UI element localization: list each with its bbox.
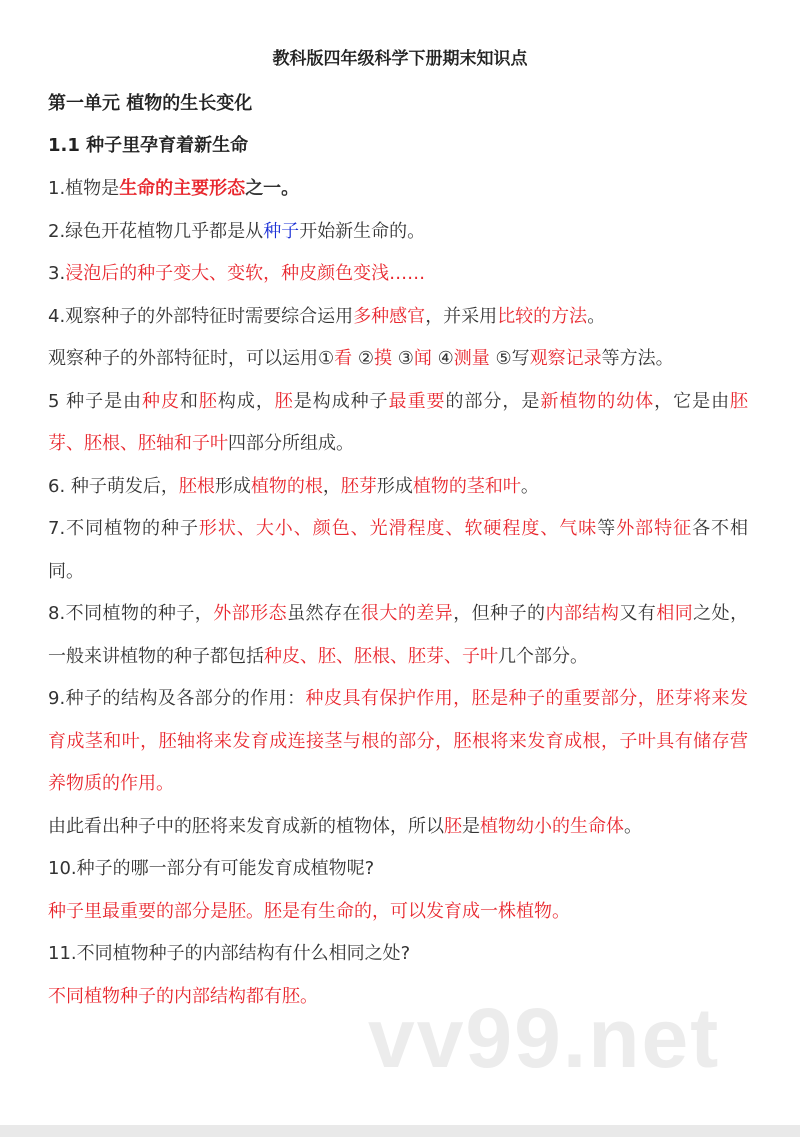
- unit-heading: 第一单元 植物的生长变化: [48, 93, 253, 114]
- highlight-text: 新植物的幼体: [540, 390, 655, 412]
- body-text: 。: [520, 475, 539, 497]
- highlight-text: 很大的差异: [360, 603, 454, 624]
- knowledge-paragraph: [48, 211, 748, 254]
- body-text: 1.植物是: [48, 178, 120, 199]
- body-text: 4.观察种子的外部特征时需要综合运用: [48, 305, 354, 327]
- highlight-text: 形状、大小、颜色、光滑程度、软硬程度、气味: [198, 518, 598, 539]
- highlight-text: 外部形态: [213, 603, 288, 624]
- body-text: 6. 种子萌发后，: [48, 475, 179, 497]
- highlight-text: 胚: [198, 390, 218, 412]
- highlight-text: 植物的茎和叶: [412, 475, 521, 497]
- body-text: 2.绿色开花植物几乎都是从: [48, 220, 264, 242]
- body-text: 四部分所组成。: [228, 433, 354, 454]
- body-text: 观察种子的外部特征时，可以运用①: [48, 348, 335, 369]
- section-heading: 1.1 种子里孕育着新生命: [48, 135, 249, 156]
- body-text: 。: [587, 305, 606, 327]
- highlight-text: 相同: [656, 603, 694, 624]
- highlight-text: 植物幼小的生命体: [480, 815, 624, 837]
- body-text: 9.种子的结构及各部分的作用：: [48, 688, 306, 709]
- body-text: ，但种子的: [453, 603, 546, 624]
- highlight-text: 不同植物种子的内部结构都有胚。: [48, 985, 318, 1007]
- highlight-text: 闻: [413, 348, 432, 369]
- body-text: 由此看出种子中的胚将来发育成新的植物体，所以: [48, 815, 444, 837]
- highlight-text: 最重要: [388, 390, 446, 412]
- knowledge-paragraph: [48, 976, 748, 1019]
- highlight-text: 种皮具有保护作用，胚是种子的重要部分，胚芽将来发育成茎和叶，胚轴将来发育成连接茎与根的部分，胚根将来发育成根，子叶具有储存营养物质的作用。: [48, 688, 748, 794]
- knowledge-paragraph: [48, 253, 748, 296]
- document-body: [48, 168, 748, 1018]
- highlight-text: 测量: [453, 348, 490, 369]
- knowledge-paragraph: [48, 678, 748, 806]
- body-text: 各不相同。: [48, 518, 749, 582]
- highlight-text: 摸: [374, 348, 392, 369]
- highlight-text: 多种感官: [353, 305, 426, 327]
- body-text: 几个部分。: [498, 645, 588, 667]
- highlight-text: 胚芽: [340, 475, 377, 497]
- highlight-text: 胚: [274, 390, 294, 412]
- body-text: ，: [322, 475, 341, 497]
- body-text: 11.不同植物种子的内部结构有什么相同之处?: [48, 943, 411, 964]
- body-text: 之一。: [245, 178, 300, 199]
- highlight-text: 观察记录: [529, 348, 602, 369]
- blue-highlight-text: 种子: [263, 220, 300, 242]
- body-text: 3.: [48, 263, 66, 284]
- body-text: 开始新生命的。: [299, 220, 426, 242]
- highlight-text: 种子里最重要的部分是胚。胚是有生命的，可以发育成一株植物。: [48, 900, 570, 922]
- body-text: 和: [179, 390, 199, 412]
- highlight-text: 种皮、胚、胚根、胚芽、子叶: [264, 645, 498, 667]
- body-text: 8.不同植物的种子，: [48, 603, 214, 624]
- body-text: 。: [624, 815, 642, 837]
- body-text: 虽然存在: [287, 603, 361, 624]
- body-text: 10.种子的哪一部分有可能发育成植物呢?: [48, 858, 375, 879]
- body-text: ④: [431, 348, 454, 369]
- body-text: 等: [597, 518, 617, 539]
- knowledge-paragraph: [48, 933, 748, 976]
- knowledge-paragraph: [48, 891, 748, 934]
- body-text: 的部分，是: [445, 390, 541, 412]
- knowledge-paragraph: [48, 296, 748, 339]
- page-bottom-edge: [0, 1125, 800, 1137]
- body-text: 又有: [619, 603, 657, 624]
- body-text: 是: [462, 815, 480, 837]
- body-text: ，并采用: [425, 305, 498, 327]
- highlight-text: 胚根: [178, 475, 215, 497]
- highlight-text: 植物的根: [250, 475, 323, 497]
- body-text: ②: [352, 348, 374, 369]
- body-text: 之处，一般来讲植物的种子都包括: [48, 603, 749, 667]
- knowledge-paragraph: [48, 168, 748, 211]
- highlight-text: 种皮: [142, 390, 180, 412]
- knowledge-paragraph: [48, 338, 748, 381]
- body-text: 5 种子是由: [48, 390, 143, 412]
- highlight-text: 胚芽、胚根、胚轴和子叶: [48, 390, 749, 454]
- body-text: ⑤写: [489, 348, 530, 369]
- highlight-text: 外部特征: [616, 518, 693, 539]
- body-text: ③: [392, 348, 414, 369]
- body-text: 是构成种子: [293, 390, 389, 412]
- highlight-text: 生命的主要形态: [119, 178, 246, 199]
- body-text: 形成: [214, 475, 251, 497]
- body-text: 形成: [376, 475, 413, 497]
- body-text: 等方法。: [601, 348, 674, 369]
- document-title: 教科版四年级科学下册期末知识点: [272, 49, 528, 69]
- knowledge-paragraph: [48, 508, 748, 593]
- highlight-text: 浸泡后的种子变大、变软，种皮颜色变浅……: [65, 263, 426, 284]
- knowledge-paragraph: [48, 848, 748, 891]
- body-text: 7.不同植物的种子: [48, 518, 199, 539]
- body-text: ，它是由: [654, 390, 731, 412]
- knowledge-paragraph: [48, 593, 748, 678]
- highlight-text: 内部结构: [545, 603, 620, 624]
- knowledge-paragraph: [48, 466, 748, 509]
- watermark: vv99.net: [368, 991, 721, 1085]
- knowledge-paragraph: [48, 381, 748, 466]
- knowledge-paragraph: [48, 806, 748, 849]
- highlight-text: 比较的方法: [497, 305, 588, 327]
- highlight-text: 胚: [444, 815, 462, 837]
- body-text: 构成，: [217, 390, 275, 412]
- highlight-text: 看: [334, 348, 353, 369]
